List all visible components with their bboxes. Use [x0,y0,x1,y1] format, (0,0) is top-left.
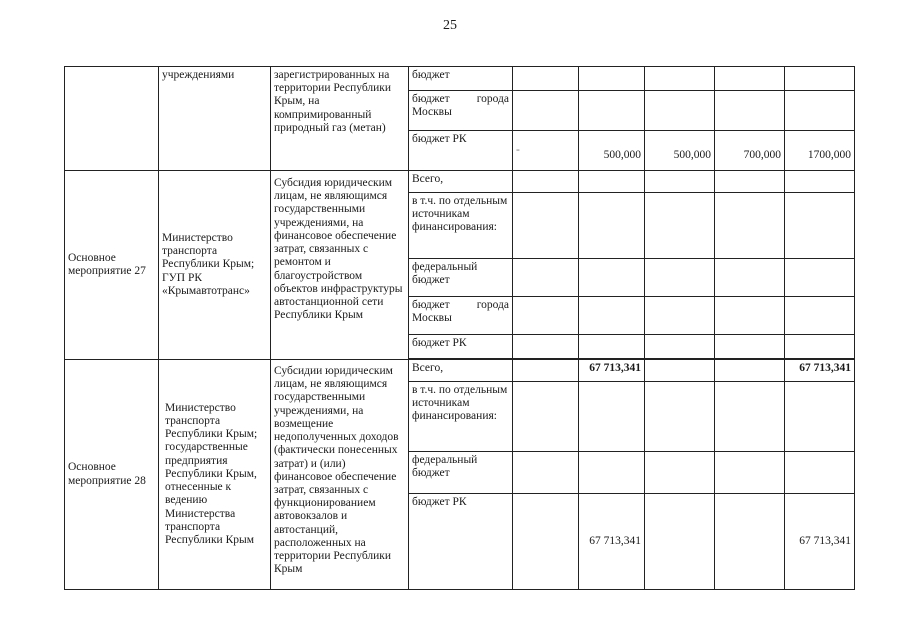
value-cell: 700,000 [715,131,785,171]
table-row [65,67,855,91]
source-cell: федеральный бюджет [409,259,513,297]
source-cell: бюджет РК [409,131,513,171]
source-cell: Всего, [409,360,513,382]
source-cell: бюджет города Москвы [409,91,513,131]
source-cell: федеральный бюджет [409,452,513,494]
value-cell: - [513,131,579,171]
source-cell: бюджет [409,67,513,91]
activity-cell: Основное мероприятие 28 [65,360,159,590]
source-cell: в т.ч. по отдельным источникам финансирования: [409,193,513,259]
activity-cell [65,67,159,171]
table-row [65,171,855,193]
source-cell: бюджет РК [409,335,513,359]
source-cell: в т.ч. по отдельным источникам финансирования: [409,382,513,452]
description-cell: Субсидии юридическим лицам, не являющимся государственными учреждениями, на возмещение недополученных доходов (фактически понесенных затрат) и (или) финансовое обеспечение затрат, связанных с функционированием автовокзалов и автостанций, расположенных на территории Республики Крым [271,360,409,590]
value-cell: 500,000 [645,131,715,171]
value-cell: 1700,000 [785,131,855,171]
page-number: 25 [443,18,457,33]
value-cell: 67 713,341 [579,494,645,590]
source-cell: бюджет города Москвы [409,297,513,335]
value-cell: 500,000 [579,131,645,171]
executor-cell: Министерство транспорта Республики Крым; ГУП РК «Крымавтотранс» [159,171,271,360]
executor-cell: учреждениями [159,67,271,171]
value-cell: 67 713,341 [785,494,855,590]
source-cell: Всего, [409,171,513,193]
activity-cell: Основное мероприятие 27 [65,171,159,360]
description-cell: зарегистрированных на территории Республики Крым, на компримированный природный газ (метан) [271,67,409,171]
description-cell: Субсидия юридическим лицам, не являющимся государственными учреждениями, на финансовое обеспечение затрат, связанных с ремонтом и благоустройством объектов инфраструктуры автостанционной сети Республики Крым [271,171,409,360]
executor-cell: Министерство транспорта Республики Крым; государственные предприятия Республики Крым, отнесенные к ведению Министерства транспорта Республики Крым [159,360,271,590]
value-cell: 67 713,341 [785,360,855,382]
value-cell: 67 713,341 [579,360,645,382]
source-cell: бюджет РК [409,494,513,590]
budget-table [64,66,855,590]
table-row [65,360,855,382]
